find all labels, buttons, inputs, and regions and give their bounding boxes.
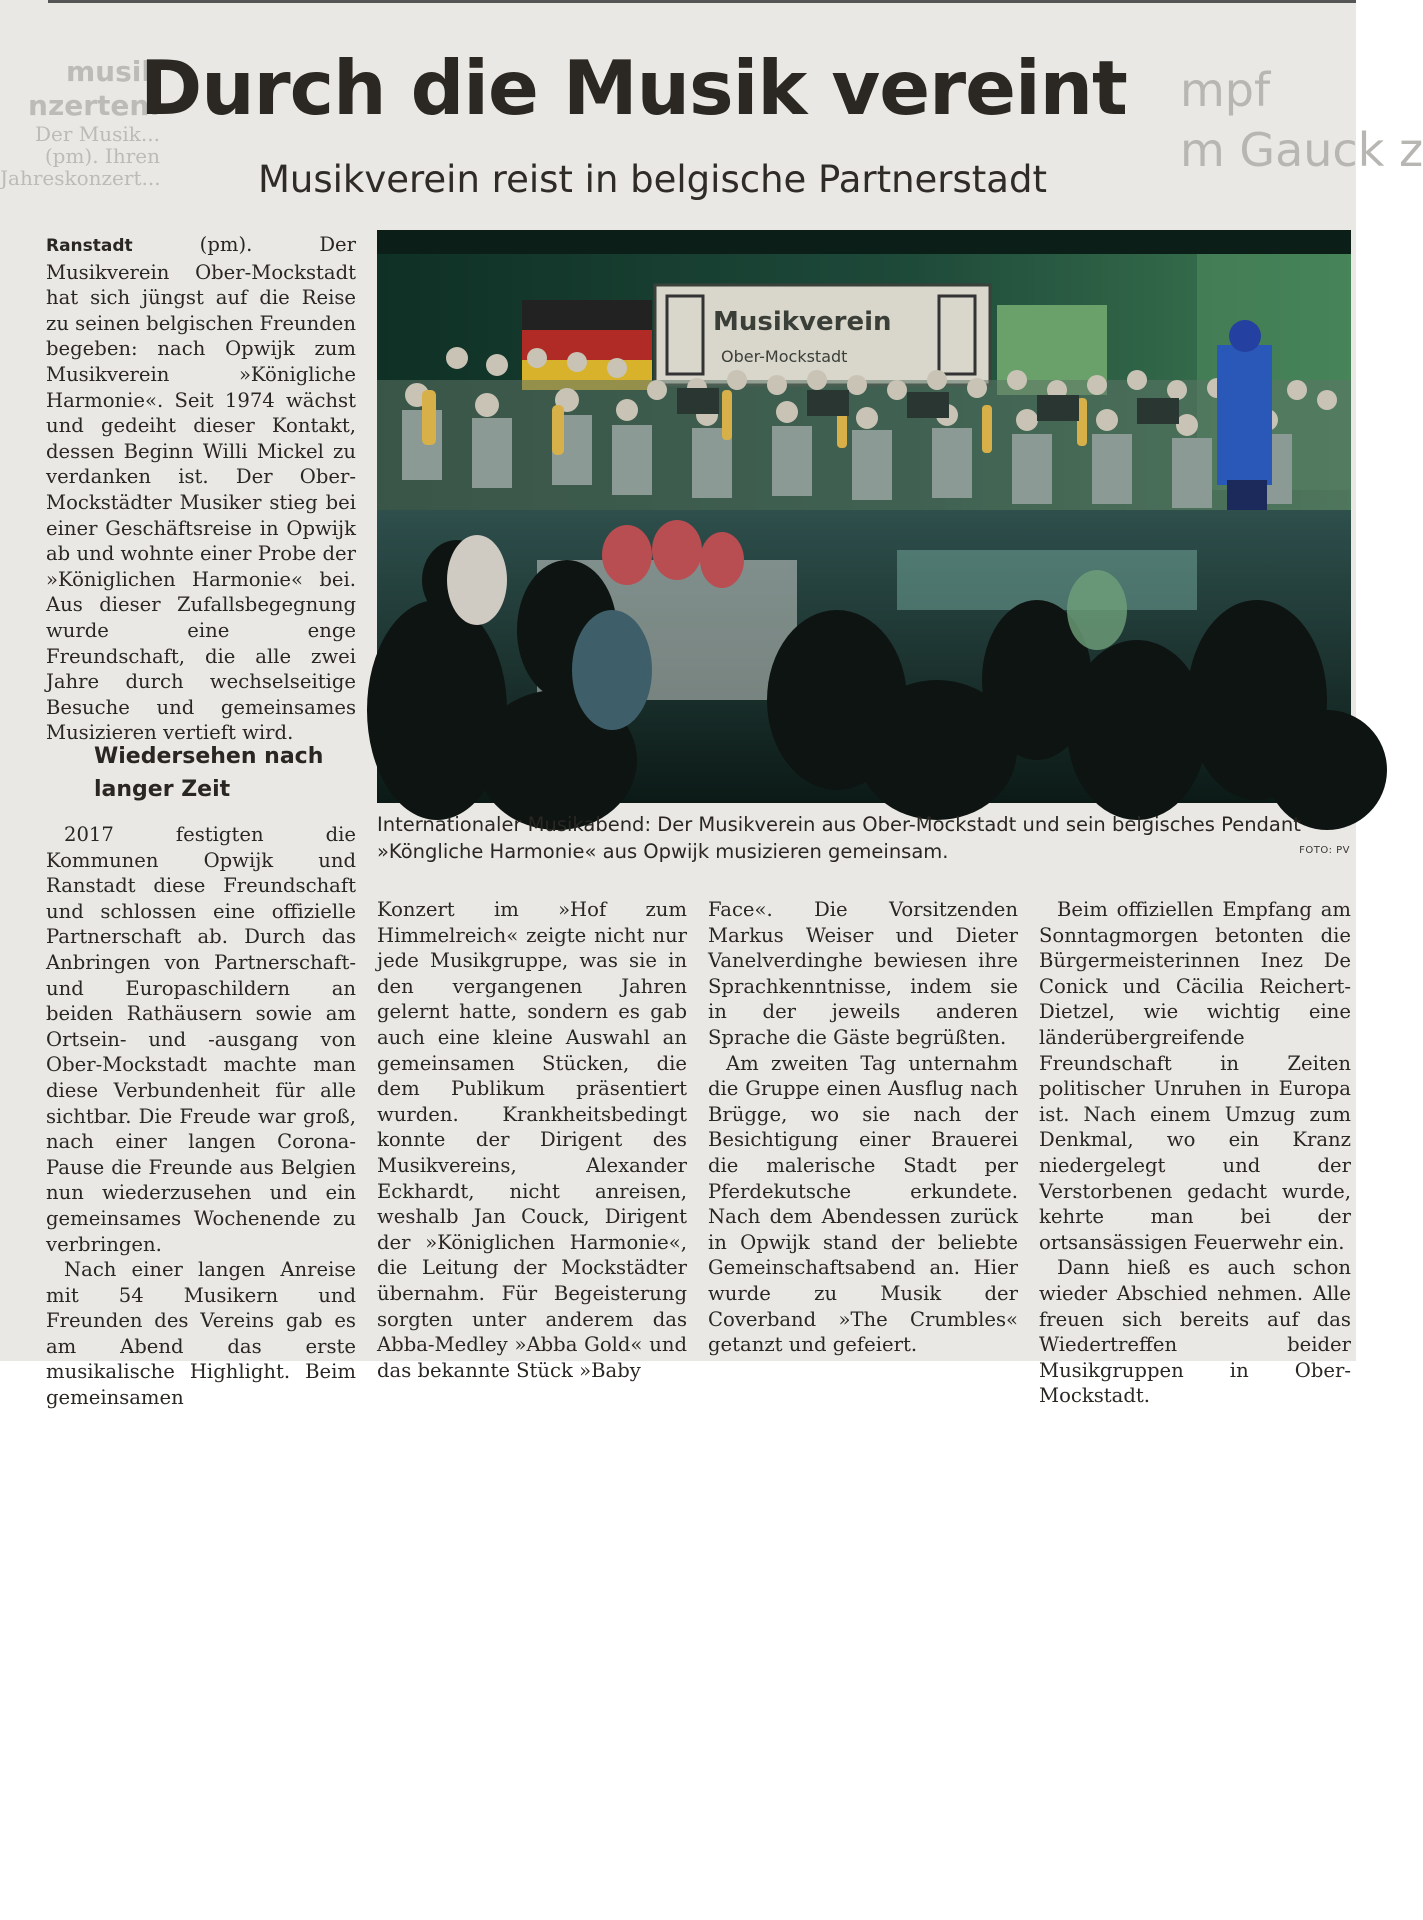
concert-photo [377,230,1351,803]
neighbor-right-top: mpf [1180,63,1271,117]
column-2 [377,897,687,1383]
photo-caption: Internationaler Musikabend: Der Musikverein aus Ober-Mockstadt und sein belgisches Pendant »Köngliche Harmonie« aus Opwijk musizieren gemeinsam. [377,813,1301,863]
column-3 [708,897,1018,1358]
neighbor-left-mid: nzerten. [28,89,160,122]
top-rule [48,0,1356,3]
photo-banner-subtitle: Ober-Mockstadt [721,347,848,366]
paragraph-arrival: Nach einer langen Anreise mit 54 Musikern und Freunden des Vereins gab es am Abend das erste musikalische Highlight. Beim gemeinsamen [46,1258,356,1410]
subheadline: Musikverein reist in belgische Partnerstadt [258,158,1047,201]
intro-paragraph [46,232,356,746]
paragraph-farewell: Dann hieß es auch schon wieder Abschied nehmen. Alle freuen sich bereits auf das Wiedertreffen beider Musikgruppen in Ober-Mockstadt. [1039,1256,1351,1408]
paragraph-partnership: 2017 festigten die Kommunen Opwijk und Ranstadt diese Freundschaft und schlossen eine offizielle Partnerschaft ab. Durch das Anbringen von Partnerschaft- und Europaschildern an beiden Rathäusern sowie am Ortsein- und -ausgang von Ober-Mockstadt machte man diese Verbundenheit für alle sichtbar. Die Freude war groß, nach einer langen Corona-Pause die Freunde aus Belgien nun wiederzusehen und ein gemeinsames Wochenende zu verbringen. [46,823,356,1256]
column-4 [1039,897,1351,1409]
paragraph-concert: Konzert im »Hof zum Himmelreich« zeigte nicht nur jede Musikgruppe, was sie in den vergangenen Jahren gelernt hatte, sondern es gab auch eine kleine Auswahl an gemeinsamen Stücken, die dem Publikum präsentiert wurden. Krankheitsbedingt konnte der Dirigent des Musikvereins, Alexander Eckhardt, nicht anreisen, weshalb Jan Couck, Dirigent der »Königlichen Harmonie«, die Leitung der Mockstädter übernahm. Für Begeisterung sorgten unter anderem das Abba-Medley »Abba Gold« und das bekannte Stück »Baby [377,898,687,1382]
neighbor-left-top: musik [66,55,160,88]
column-1-continued [46,822,356,1411]
dateline: Ranstadt [46,236,133,256]
paragraph-reception: Beim offiziellen Empfang am Sonntagmorgen betonten die Bürgermeisterinnen Inez De Conick und Cäcilia Reichert-Dietzel, wie wichtig eine länderübergreifende Freundschaft in Zeiten politischer Unruhen in Europa ist. Nach einem Umzug zum Denkmal, wo ein Kranz niedergelegt und der Verstorbenen gedacht wurde, kehrte man bei der ortsansässigen Feuerwehr ein. [1039,898,1351,1254]
headline: Durch die Musik vereint [140,44,1127,132]
column-1-intro [46,232,356,746]
photo-banner-title: Musikverein [713,307,892,337]
photo-credit: FOTO: PV [1299,845,1350,856]
intro-text: (pm). Der Musikverein Ober-Mockstadt hat sich jüngst auf die Reise zu seinen belgischen Freunden begeben: nach Opwijk zum Musikverein »Königliche Harmonie«. Seit 1974 wächst und gedeiht dieser Kontakt, dessen Beginn Willi Mickel zu verdanken ist. Der Ober-Mockstädter Musiker stieg bei einer Geschäftsreise in Opwijk ab und wohnte einer Probe der »Königlichen Harmonie« bei. Aus dieser Zufallsbegegnung wurde eine enge Freundschaft, die alle zwei Jahre durch wechselseitige Besuche und gemeinsames Musizieren vertieft wird. [46,233,357,745]
paragraph-excursion: Am zweiten Tag unternahm die Gruppe einen Ausflug nach Brügge, wo sie nach der Besichtigung einer Brauerei die malerische Stadt per Pferdekutsche erkundete. Nach dem Abendessen zurück in Opwijk stand der beliebte Gemeinschaftsabend an. Hier wurde zu Musik der Coverband »The Crumbles« getanzt und gefeiert. [708,1051,1018,1357]
paragraph-chairmen: Face«. Die Vorsitzenden Markus Weiser und Dieter Vanelverdinghe bewiesen ihre Sprachkenntnisse, indem sie in der jeweils anderen Sprache die Gäste begrüßten. [708,898,1018,1049]
neighbor-left-small: Der Musik... (pm). Ihren Jahreskonzert... [0,122,161,190]
neighbor-article-left [0,55,160,225]
section-subhead: Wiedersehen nach langer Zeit [94,744,324,802]
neighbor-right-mid: m Gauck z [1180,123,1423,177]
